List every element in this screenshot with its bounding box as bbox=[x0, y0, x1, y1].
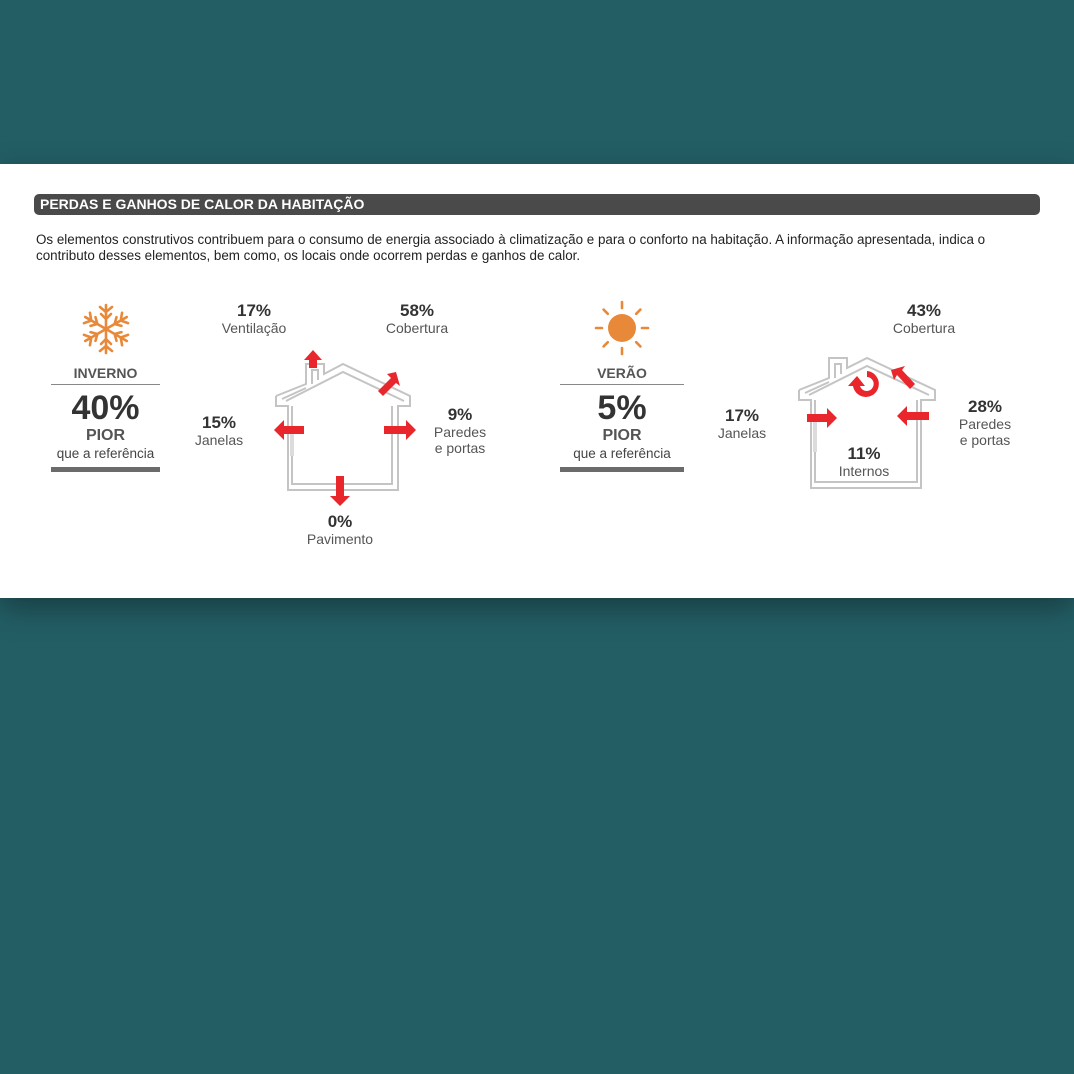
summer-season-label: VERÃO bbox=[597, 365, 647, 381]
intro-text: Os elementos construtivos contribuem para o consumo de energia associado à climatização e para o conforto na habitação. A informação apresentada, indica o contributo desses elementos, bem como, os locais onde ocorrem perdas e ganhos de calor. bbox=[36, 232, 986, 263]
winter-janelas-label: Janelas bbox=[194, 432, 244, 448]
winter-reference: que a referência bbox=[56, 446, 155, 461]
summer-internos-pct: 11% bbox=[847, 444, 881, 463]
winter-portas-label: e portas bbox=[434, 440, 486, 456]
winter-cobertura-pct: 58% bbox=[399, 301, 435, 320]
summer-reference: que a referência bbox=[573, 446, 671, 461]
winter-comparison: PIOR bbox=[85, 427, 126, 444]
summer-divider bbox=[560, 384, 684, 385]
snowflake-icon bbox=[81, 303, 131, 355]
winter-value: 40% bbox=[71, 389, 140, 427]
summer-paredes-pct: 28% bbox=[967, 397, 1003, 416]
winter-summary bbox=[51, 364, 160, 472]
winter-season-label: INVERNO bbox=[73, 365, 138, 381]
summer-cobertura-label: Cobertura bbox=[892, 320, 956, 336]
winter-paredes-label: Paredes bbox=[433, 424, 487, 440]
winter-house-diagram bbox=[270, 344, 430, 514]
heat-loss-gain-card bbox=[0, 164, 1074, 598]
summer-comparison: PIOR bbox=[602, 427, 642, 444]
winter-cobertura-label: Cobertura bbox=[385, 320, 449, 336]
winter-pavimento-pct: 0% bbox=[327, 512, 353, 531]
winter-janelas-pct: 15% bbox=[201, 413, 237, 432]
winter-pavimento-label: Pavimento bbox=[306, 531, 374, 547]
winter-divider bbox=[51, 384, 160, 385]
summer-bar bbox=[560, 467, 684, 472]
summer-paredes-label: Paredes bbox=[958, 416, 1012, 432]
summer-summary bbox=[560, 364, 684, 472]
section-title: PERDAS E GANHOS DE CALOR DA HABITAÇÃO bbox=[34, 194, 1040, 215]
sun-icon bbox=[594, 300, 650, 356]
summer-cobertura-pct: 43% bbox=[906, 301, 942, 320]
summer-value: 5% bbox=[597, 389, 647, 427]
summer-janelas-label: Janelas bbox=[717, 425, 767, 441]
winter-paredes-pct: 9% bbox=[447, 405, 473, 424]
winter-ventilacao-pct: 17% bbox=[236, 301, 272, 320]
summer-internos-label: Internos bbox=[838, 463, 890, 479]
winter-bar bbox=[51, 467, 160, 472]
winter-ventilacao-label: Ventilação bbox=[221, 320, 287, 336]
summer-portas-label: e portas bbox=[959, 432, 1011, 448]
summer-janelas-pct: 17% bbox=[724, 406, 760, 425]
